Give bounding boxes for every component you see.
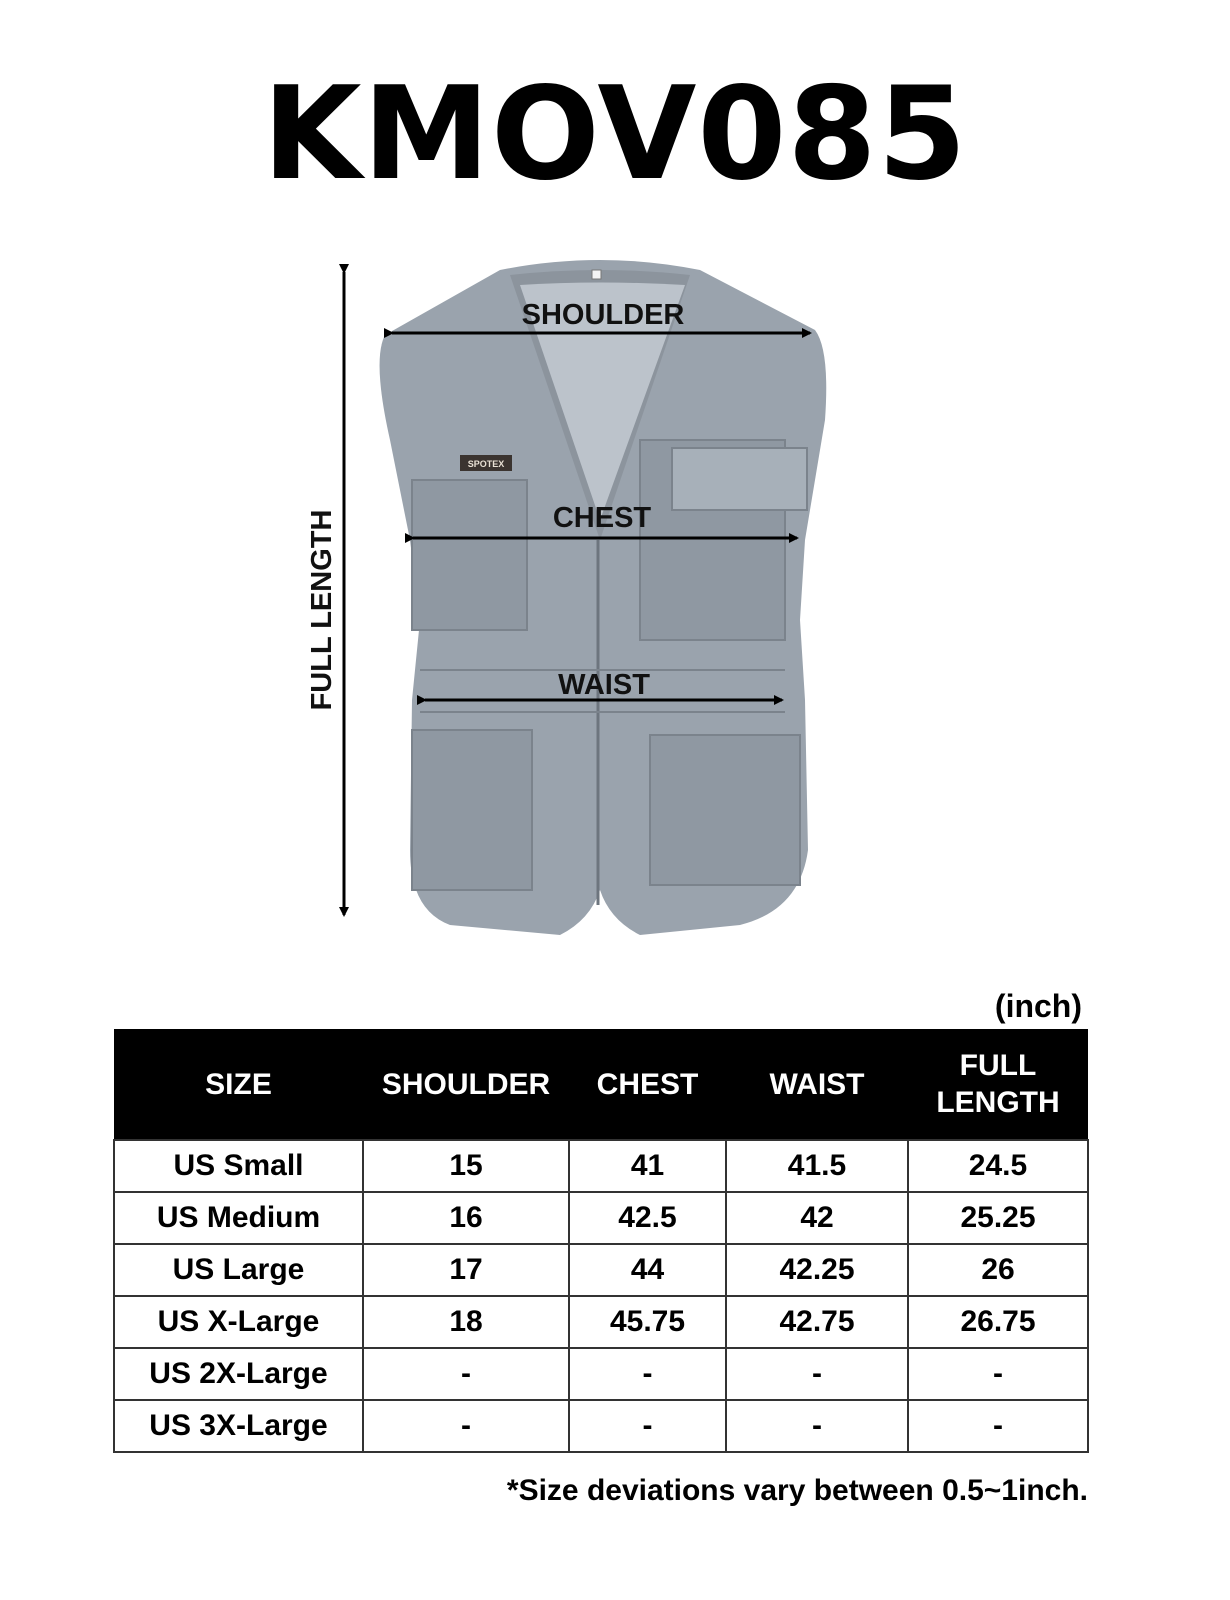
lower-pocket-right bbox=[650, 735, 800, 885]
table-row bbox=[114, 1140, 1088, 1192]
full-length-cell: 24.5 bbox=[908, 1140, 1088, 1192]
size-cell: US Medium bbox=[114, 1192, 363, 1244]
header-shoulder: SHOULDER bbox=[363, 1029, 569, 1140]
chest-label: CHEST bbox=[552, 502, 652, 534]
shoulder-cell: - bbox=[363, 1348, 569, 1400]
waist-cell: - bbox=[726, 1400, 908, 1452]
chest-cell: 41 bbox=[569, 1140, 726, 1192]
table-row bbox=[114, 1400, 1088, 1452]
chest-cell: - bbox=[569, 1400, 726, 1452]
waist-cell: 42.25 bbox=[726, 1244, 908, 1296]
vest-illustration bbox=[380, 260, 827, 935]
header-waist: WAIST bbox=[726, 1029, 908, 1140]
table-header-row bbox=[114, 1029, 1088, 1140]
size-cell: US X-Large bbox=[114, 1296, 363, 1348]
shoulder-label: SHOULDER bbox=[521, 299, 685, 331]
table-row bbox=[114, 1348, 1088, 1400]
chest-pocket-left bbox=[412, 480, 527, 630]
svg-text:SPOTEX: SPOTEX bbox=[467, 459, 505, 469]
waist-label: WAIST bbox=[558, 669, 650, 701]
shoulder-cell: - bbox=[363, 1400, 569, 1452]
unit-label: (inch) bbox=[994, 988, 1082, 1024]
header-chest: CHEST bbox=[569, 1029, 726, 1140]
waist-cell: 41.5 bbox=[726, 1140, 908, 1192]
chest-cell: 42.5 bbox=[569, 1192, 726, 1244]
shoulder-cell: 18 bbox=[363, 1296, 569, 1348]
size-cell: US Large bbox=[114, 1244, 363, 1296]
size-cell: US 2X-Large bbox=[114, 1348, 363, 1400]
waist-cell: 42.75 bbox=[726, 1296, 908, 1348]
full-length-cell: - bbox=[908, 1400, 1088, 1452]
size-chart-table bbox=[113, 1029, 1089, 1453]
size-cell: US Small bbox=[114, 1140, 363, 1192]
table-row bbox=[114, 1296, 1088, 1348]
shoulder-cell: 17 bbox=[363, 1244, 569, 1296]
full-length-cell: 25.25 bbox=[908, 1192, 1088, 1244]
chest-cell: 45.75 bbox=[569, 1296, 726, 1348]
size-cell: US 3X-Large bbox=[114, 1400, 363, 1452]
table-row bbox=[114, 1244, 1088, 1296]
header-size: SIZE bbox=[114, 1029, 363, 1140]
full-length-cell: 26.75 bbox=[908, 1296, 1088, 1348]
lower-pocket-left bbox=[412, 730, 532, 890]
header-full-length: FULL LENGTH bbox=[908, 1029, 1088, 1140]
chest-cell: - bbox=[569, 1348, 726, 1400]
full-length-label: FULL LENGTH bbox=[306, 509, 338, 711]
waist-cell: - bbox=[726, 1348, 908, 1400]
waist-cell: 42 bbox=[726, 1192, 908, 1244]
chest-cell: 44 bbox=[569, 1244, 726, 1296]
full-length-cell: 26 bbox=[908, 1244, 1088, 1296]
shoulder-cell: 15 bbox=[363, 1140, 569, 1192]
table-row bbox=[114, 1192, 1088, 1244]
shoulder-cell: 16 bbox=[363, 1192, 569, 1244]
full-length-cell: - bbox=[908, 1348, 1088, 1400]
size-deviation-note: *Size deviations vary between 0.5~1inch. bbox=[506, 1474, 1088, 1507]
product-code-title: KMOV085 bbox=[262, 60, 968, 209]
